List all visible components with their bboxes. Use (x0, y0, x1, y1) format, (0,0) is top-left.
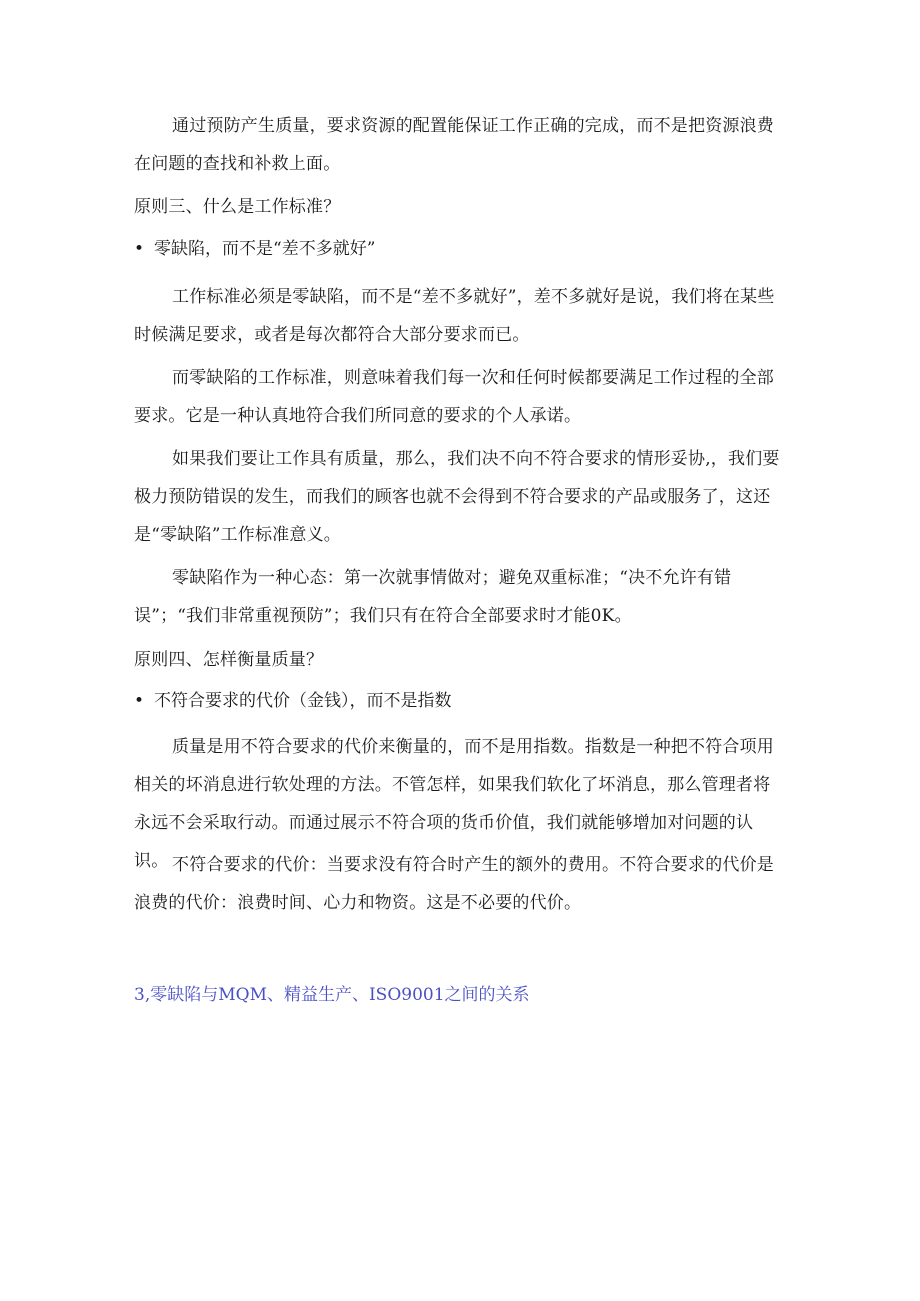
paragraph-measure-quality: 质量是用不符合要求的代价来衡量的，而不是用指数。指数是一种把不符合项用相关的坏消息进行软处理的方法。不管怎样，如果我们软化了坏消息，那么管理者将永远不会采取行动。而通过展示不符合项的货币价值，我们就能够增加对问题的认识。 (134, 737, 774, 871)
principle-three-title: 原则三、什么是工作标准？ (134, 197, 341, 217)
paragraph-no-compromise: 如果我们要让工作具有质量，那么，我们决不向不符合要求的情形妥协,，我们要极力预防错误的发生，而我们的顾客也就不会得到不符合要求的产品或服务了，这还是“零缺陷”工作标准意义。 (134, 449, 780, 545)
section-three-heading[interactable]: 3,零缺陷与MQM、精益生产、ISO9001之间的关系 (134, 985, 530, 1005)
bullet-item-zero-defect (134, 234, 786, 264)
principle-four-title: 原则四、怎样衡量质量？ (134, 650, 324, 670)
paragraph-zero-defect-standard: 而零缺陷的工作标准，则意味着我们每一次和任何时候都要满足工作过程的全部要求。它是一种认真地符合我们所同意的要求的个人承诺。 (134, 368, 774, 426)
paragraph-prevention: 通过预防产生质量，要求资源的配置能保证工作正确的完成，而不是把资源浪费在问题的查找和补救上面。 (134, 116, 774, 174)
paragraph-cost-of-nonconformance: 不符合要求的代价：当要求没有符合时产生的额外的费用。不符合要求的代价是浪费的代价：浪费时间、心力和物资。这是不必要的代价。 (134, 855, 774, 913)
bullet-icon: • (134, 691, 145, 711)
bullet-text: 零缺陷，而不是“差不多就好” (154, 239, 376, 259)
bullet-item-cost (134, 686, 786, 716)
bullet-icon: • (134, 239, 145, 259)
bullet-text: 不符合要求的代价（金钱），而不是指数 (154, 691, 452, 711)
paragraph-mindset: 零缺陷作为一种心态：第一次就事情做对；避免双重标准；“决不允许有错误”；“我们非常重视预防”；我们只有在符合全部要求时才能0K。 (134, 568, 732, 626)
paragraph-work-standard: 工作标准必须是零缺陷，而不是“差不多就好”，差不多就好是说，我们将在某些时候满足要求，或者是每次都符合大部分要求而已。 (134, 287, 775, 345)
